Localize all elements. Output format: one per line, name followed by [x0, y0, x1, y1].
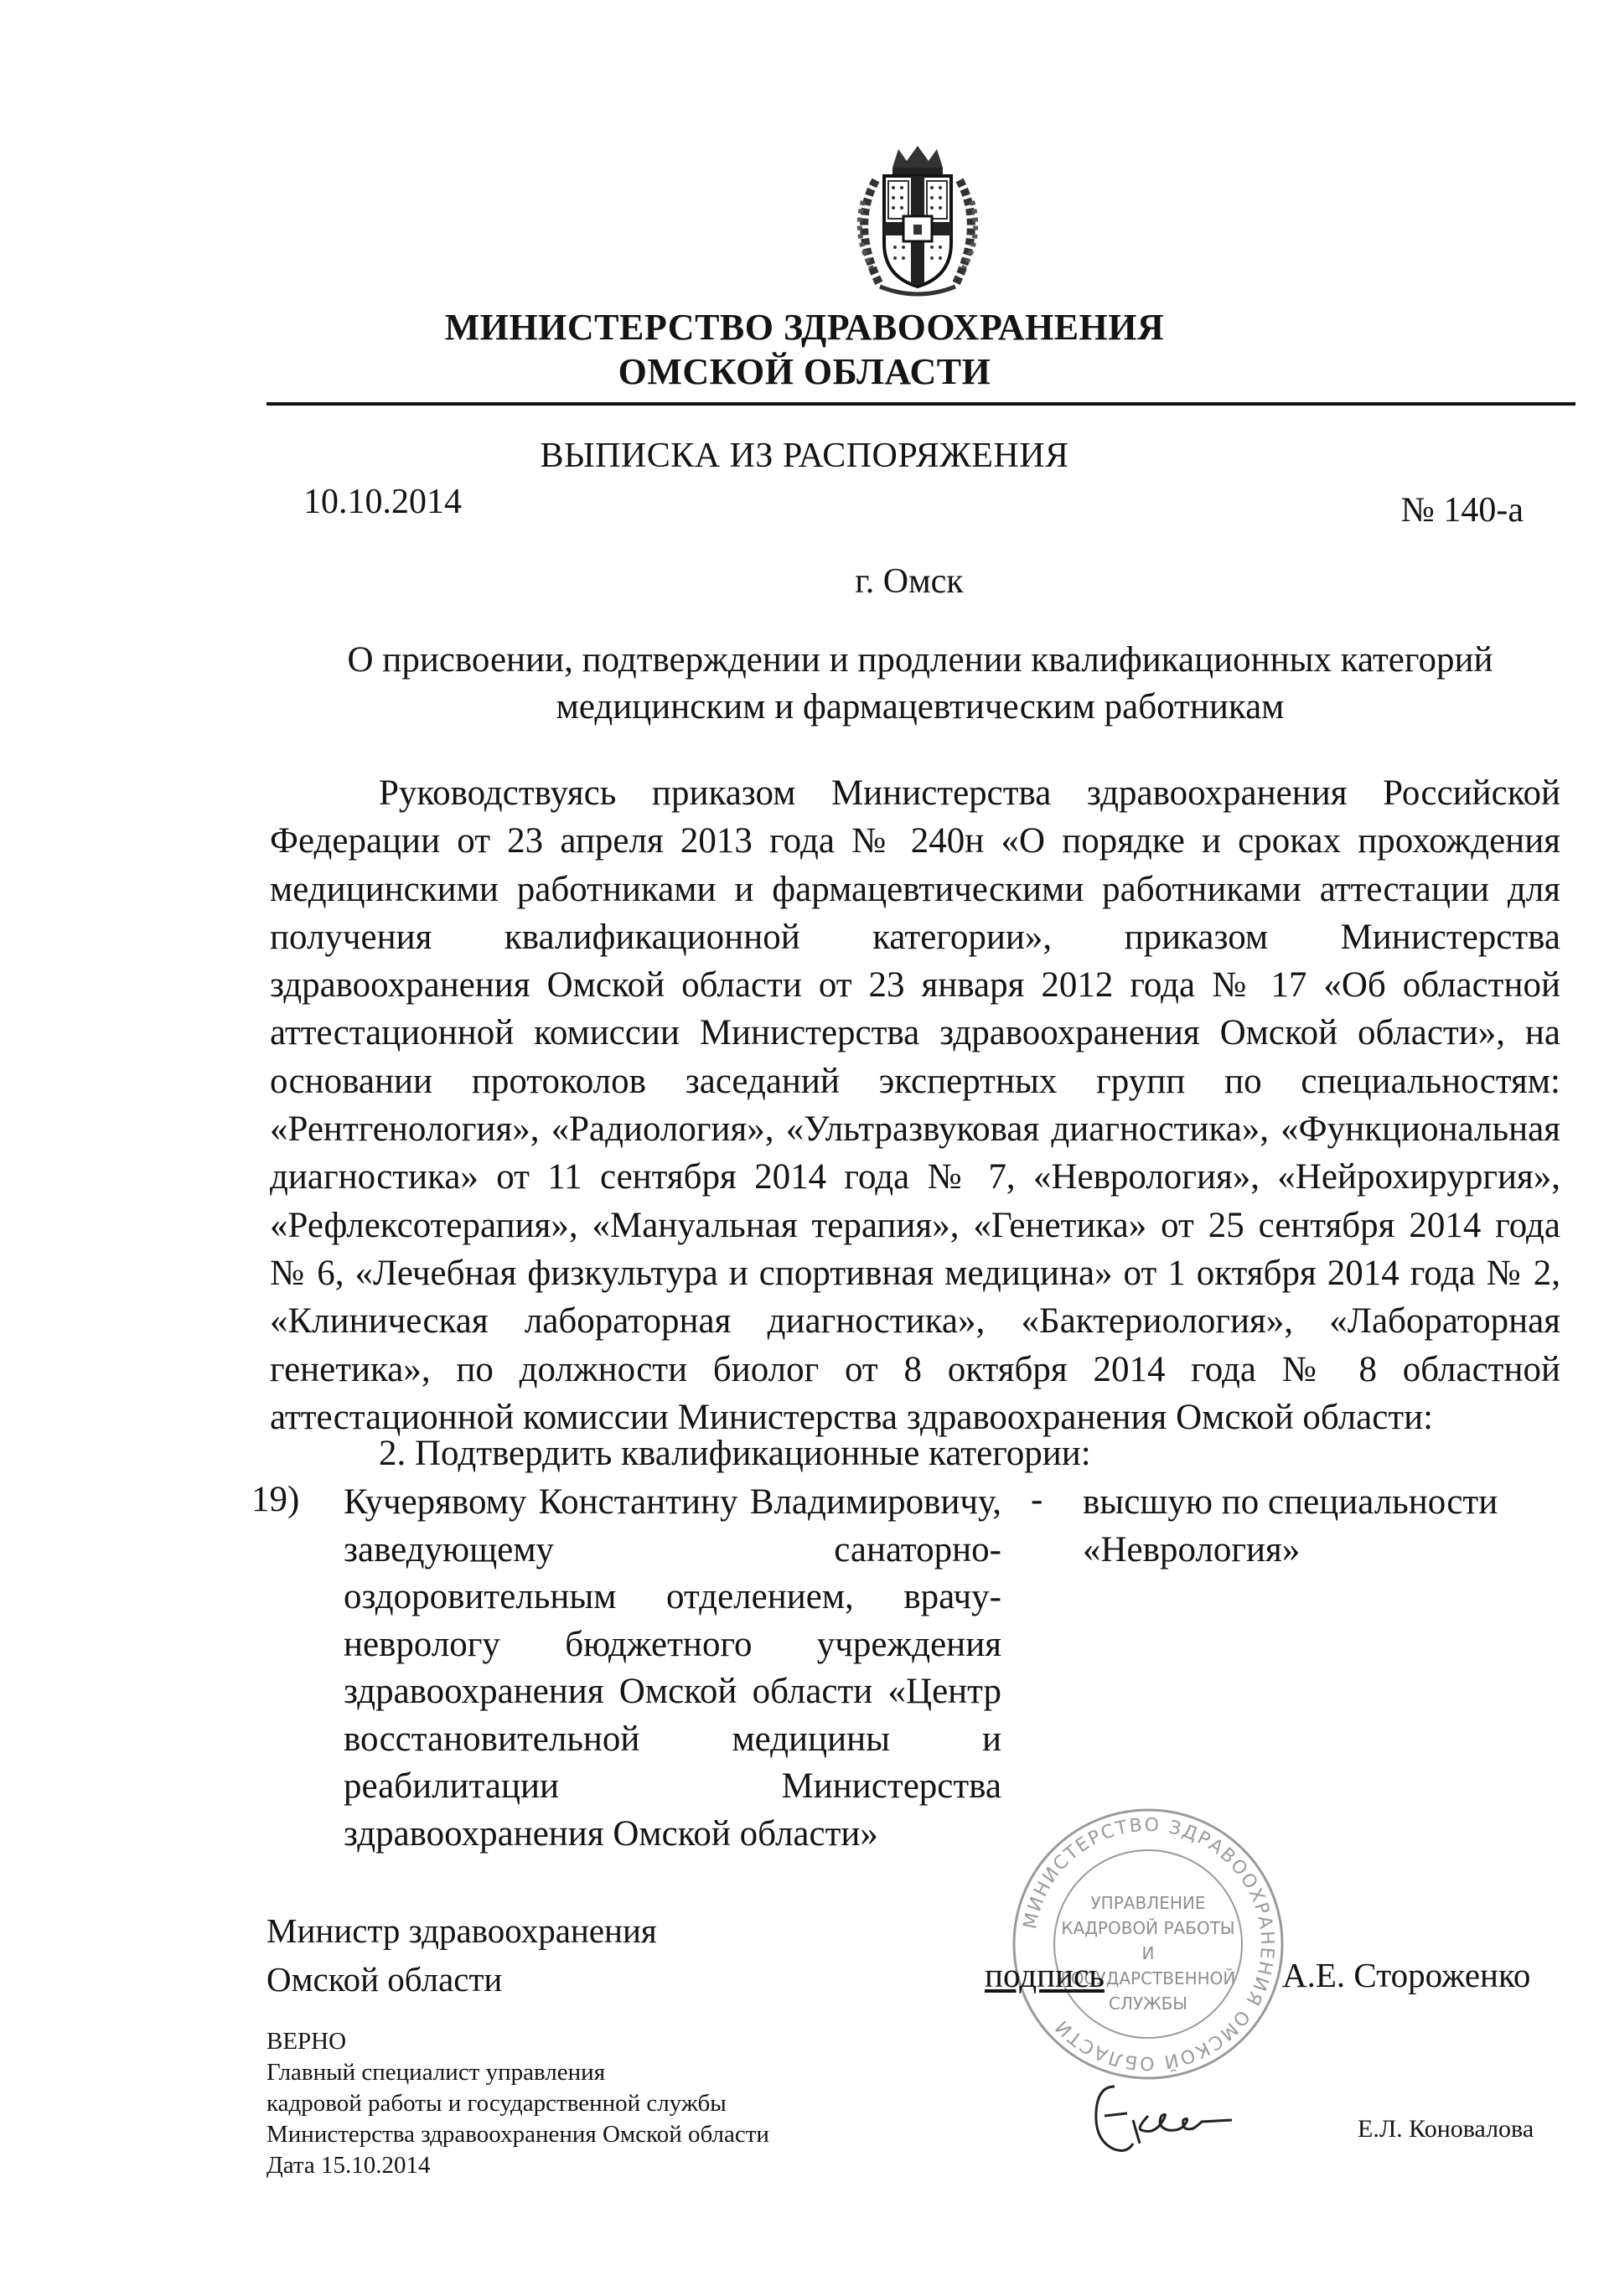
document-date: 10.10.2014 — [303, 483, 462, 521]
ministry-name-line1: МИНИСТЕРСТВО ЗДРАВООХРАНЕНИЯ — [444, 307, 1165, 348]
stamp-line5: СЛУЖБЫ — [1108, 1993, 1188, 2014]
item-number: 19) — [251, 1480, 300, 1519]
coat-of-arms-icon — [846, 142, 989, 302]
signer-position-line1: Министр здравоохранения — [266, 1911, 657, 1950]
stamp-line4: ГОСУДАРСТВЕННОЙ — [1060, 1968, 1236, 1988]
cert-line1: Главный специалист управления — [266, 2059, 606, 2086]
signer-position-line2: Омской области — [266, 1960, 503, 1999]
subject-line1: О присвоении, подтверждении и продлении квалификационных категорий — [347, 640, 1493, 680]
official-stamp — [1006, 1802, 1291, 2087]
signer-position — [266, 1906, 657, 2004]
stamp-line3: И — [1141, 1943, 1155, 1963]
signature-label: подпись — [985, 1956, 1105, 1994]
document-number: № 140-а — [1400, 491, 1524, 530]
cert-name: Е.Л. Коновалова — [1358, 2115, 1534, 2143]
document-title: ВЫПИСКА ИЗ РАСПОРЯЖЕНИЯ — [540, 437, 1069, 475]
cert-verified: ВЕРНО — [266, 2028, 347, 2055]
body-point: 2. Подтвердить квалификационные категории: — [379, 1434, 1091, 1473]
item-dash: - — [1031, 1480, 1043, 1519]
document-subject — [266, 637, 1574, 731]
document-city: г. Омск — [855, 562, 964, 601]
cert-line3: Министерства здравоохранения Омской области — [266, 2121, 769, 2148]
item-category: высшую по специальности «Неврология» — [1083, 1482, 1498, 1569]
header-divider — [266, 402, 1575, 406]
item-person: Кучерявому Константину Владимировичу, заведующему санаторно-оздоровительным отделением, врачу-неврологу бюджетного учреждения здравоохранения Омской области «Центр восстановительной медицины и реабилитации Министерства здравоохранения Омской области» — [344, 1482, 1001, 1854]
certification-block — [266, 2026, 769, 2181]
ministry-name-line2: ОМСКОЙ ОБЛАСТИ — [618, 351, 991, 392]
handwritten-signature-icon — [1081, 2070, 1240, 2162]
subject-line2: медицинским и фармацевтическим работникам — [556, 687, 1285, 727]
cert-line2: кадровой работы и государственной службы — [266, 2090, 727, 2117]
stamp-ring-text: МИНИСТЕРСТВО ЗДРАВООХРАНЕНИЯ ОМСКОЙ ОБЛАСТИ — [1020, 1814, 1278, 2074]
body-paragraph: Руководствуясь приказом Министерства здравоохранения Российской Федерации от 23 апреля 2013 года № 240н «О порядке и сроках прохождения медицинскими работниками и фармацевтическими работниками аттестации для получения квалификационной категории», приказом Министерства здравоохранения Омской области от 23 января 2012 года № 17 «Об областной аттестационной комиссии Министерства здравоохранения Омской области», на основании протоколов заседаний экспертных групп по специальностям: «Рентгенология», «Радиология», «Ультразвуковая диагностика», «Функциональная диагностика» от 11 сентября 2014 года № 7, «Неврология», «Нейрохирургия», «Рефлексотерапия», «Мануальная терапия», «Генетика» от 25 сентября 2014 года № 6, «Лечебная физкультура и спортивная медицина» от 1 октября 2014 года № 2, «Клиническая лабораторная диагностика», «Бактериология», «Лабораторная генетика», по должности биолог от 8 октября 2014 года № 8 областной аттестационной комиссии Министерства здравоохранения Омской области: — [270, 773, 1560, 1437]
signer-name: А.Е. Стороженко — [1282, 1956, 1531, 1994]
stamp-line1: УПРАВЛЕНИЕ — [1090, 1893, 1206, 1913]
stamp-line2: КАДРОВОЙ РАБОТЫ — [1061, 1918, 1235, 1938]
cert-date: Дата 15.10.2014 — [266, 2152, 431, 2179]
